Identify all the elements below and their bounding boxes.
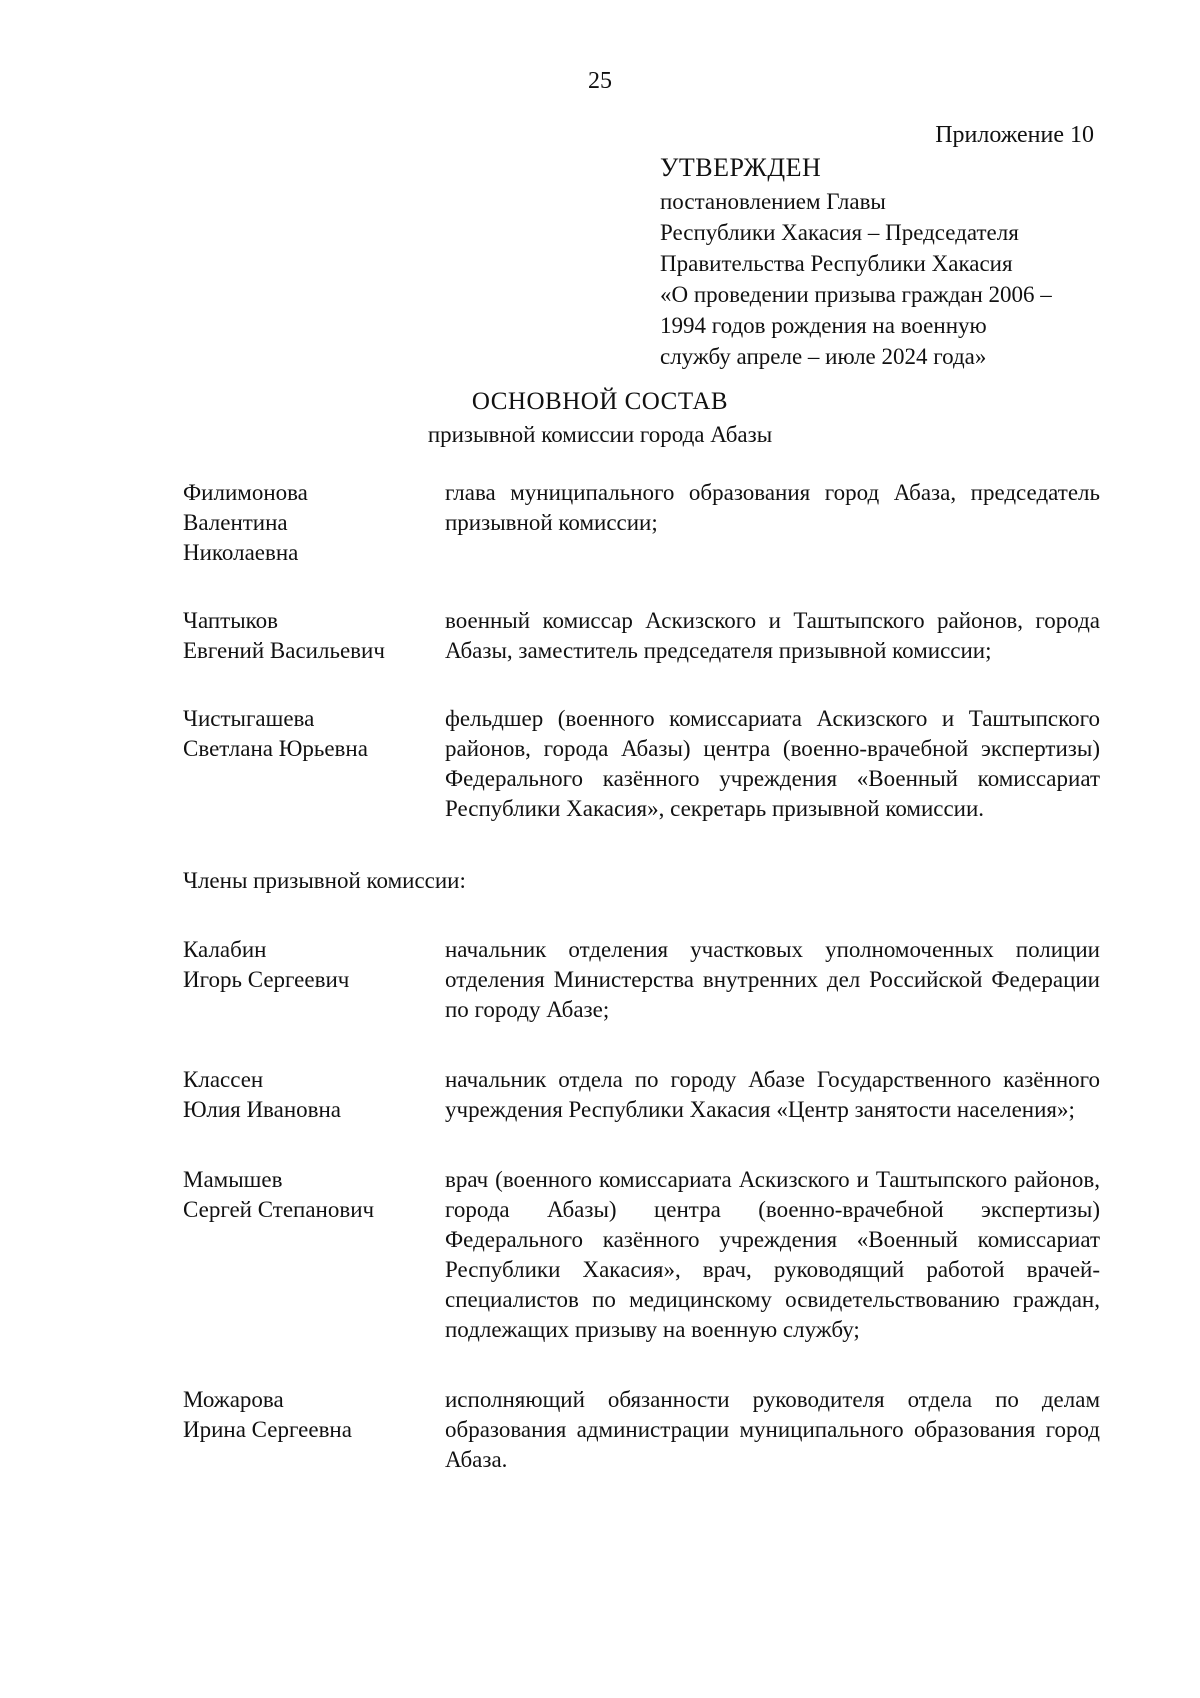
member-name-line: Классен <box>183 1067 264 1092</box>
member-name <box>183 704 445 764</box>
member-role: фельдшер (военного комиссариата Аскизского и Таштыпского районов, города Абазы) центра (военно-врачебной экспертизы) Федерального казённого учреждения «Военный комиссариат Республики Хакасия», секретарь призывной комиссии. <box>445 706 1100 821</box>
page-number: 25 <box>588 68 612 94</box>
document-title-sub: призывной комиссии города Абазы <box>427 422 773 447</box>
member-role: врач (военного комиссариата Аскизского и Таштыпского районов, города Абазы) центра (военно-врачебной экспертизы) Федерального казённого учреждения «Военный комиссариат Республики Хакасия», врач, руководящий работой врачей-специалистов по медицинскому освидетельствованию граждан, подлежащих призыву на военную службу; <box>445 1167 1100 1342</box>
member-name-line: Калабин <box>183 937 267 962</box>
member-entry <box>183 1385 1100 1475</box>
member-name <box>183 935 445 995</box>
approval-line: постановлением Главы <box>660 189 886 214</box>
commission-list <box>183 478 1100 1475</box>
member-name-line: Игорь Сергеевич <box>183 967 350 992</box>
member-name-line: Можарова <box>183 1387 284 1412</box>
members-section-label: Члены призывной комиссии: <box>183 868 466 893</box>
approval-line: Республики Хакасия – Председателя <box>660 220 1019 245</box>
appendix-label: Приложение 10 <box>935 122 1094 148</box>
member-name <box>183 478 445 568</box>
member-name-line: Мамышев <box>183 1167 283 1192</box>
document-title-main: ОСНОВНОЙ СОСТАВ <box>471 388 729 415</box>
member-name-line: Ирина Сергеевна <box>183 1417 352 1442</box>
member-role: исполняющий обязанности руководителя отдела по делам образования администрации муниципального образования город Абаза. <box>445 1387 1100 1472</box>
approval-line: 1994 годов рождения на военную <box>660 313 987 338</box>
member-name <box>183 606 445 666</box>
member-name <box>183 1385 445 1445</box>
member-name <box>183 1065 445 1125</box>
member-entry-deputy <box>183 606 1100 666</box>
member-name-line: Сергей Степанович <box>183 1197 375 1222</box>
member-role: военный комиссар Аскизского и Таштыпского районов, города Абазы, заместитель председателя призывной комиссии; <box>445 608 1100 663</box>
member-role: начальник отделения участковых уполномоченных полиции отделения Министерства внутренних дел Российской Федерации по городу Абазе; <box>445 937 1100 1022</box>
member-name <box>183 1165 445 1225</box>
member-name-line: Евгений Васильевич <box>183 638 385 663</box>
member-role: глава муниципального образования город Абаза, председатель призывной комиссии; <box>445 480 1100 535</box>
member-name-line: Светлана Юрьевна <box>183 736 368 761</box>
member-role: начальник отдела по городу Абазе Государственного казённого учреждения Республики Хакасия «Центр занятости населения»; <box>445 1067 1100 1122</box>
member-name-line: Валентина <box>183 510 288 535</box>
member-name-line: Юлия Ивановна <box>183 1097 342 1122</box>
member-name-line: Чаптыков <box>183 608 279 633</box>
member-name-line: Николаевна <box>183 540 299 565</box>
member-entry <box>183 1165 1100 1345</box>
member-name-line: Филимонова <box>183 480 308 505</box>
approval-line: Правительства Республики Хакасия <box>660 251 1013 276</box>
approval-line: службу апреле – июле 2024 года» <box>660 344 987 369</box>
approval-line: «О проведении призыва граждан 2006 – <box>660 282 1052 307</box>
document-title <box>0 385 1200 451</box>
member-entry-secretary <box>183 704 1100 824</box>
member-entry-chair <box>183 478 1100 568</box>
member-entry <box>183 1065 1100 1125</box>
member-name-line: Чистыгашева <box>183 706 315 731</box>
approval-title: УТВЕРЖДЕН <box>660 153 822 182</box>
member-entry <box>183 935 1100 1025</box>
approval-block <box>660 150 1100 372</box>
